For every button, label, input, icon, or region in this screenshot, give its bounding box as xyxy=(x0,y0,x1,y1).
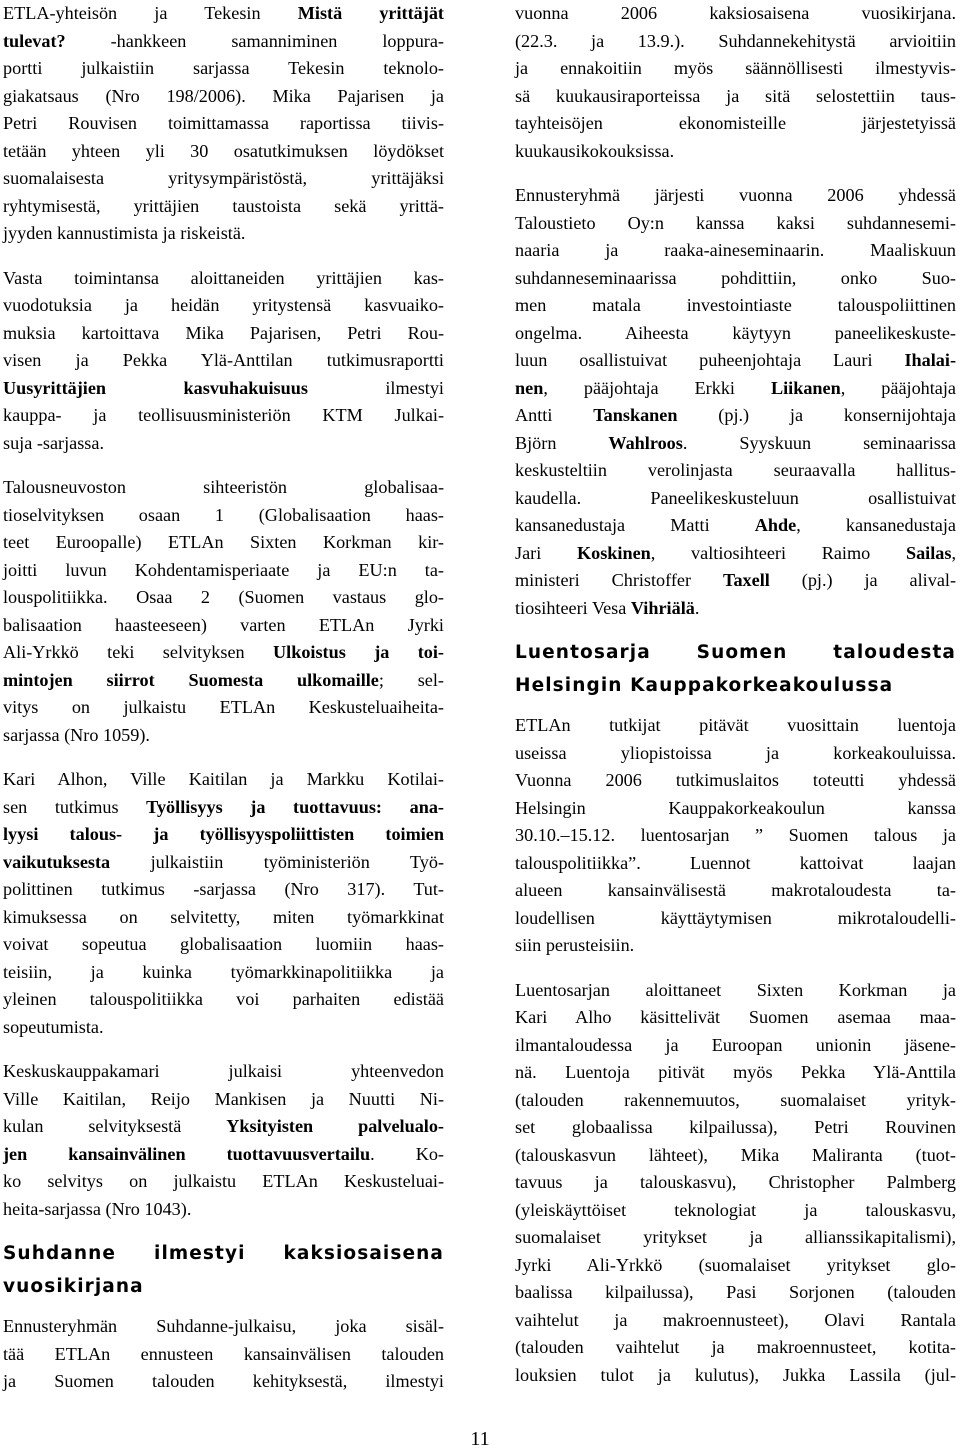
text-line: kauppa- ja teollisuusministeriön KTM Julkai- xyxy=(3,405,444,425)
text-line: tioselvityksen osaan 1 (Globalisaation haas- xyxy=(3,504,444,525)
paragraph xyxy=(515,977,956,1390)
text-line: Talousneuvoston sihteeristön globalisaa- xyxy=(3,477,444,497)
text-line: suja -sarjassa. xyxy=(3,432,105,453)
text-line: ryhtymisestä, yrittäjien taustoista sekä yrittä- xyxy=(3,195,444,216)
section-heading xyxy=(515,637,956,702)
text-line: tetään yhteen yli 30 osatutkimuksen löydökset xyxy=(3,140,444,161)
text-line: voivat sopeutua globalisaation luomiin haas- xyxy=(3,934,444,954)
text-line: men matala investointiaste talouspoliittinen xyxy=(515,295,956,315)
text-line: Ennusteryhmä järjesti vuonna 2006 yhdessä xyxy=(515,185,956,205)
text-line: Ennusteryhmän Suhdanne-julkaisu, joka sisäl- xyxy=(3,1316,444,1336)
text-line: suomalaiset yritykset ja allianssikapitalismi), xyxy=(515,1227,956,1247)
paragraph xyxy=(3,0,444,248)
text-line: louksien tulot ja kulutus), Jukka Lassila (jul- xyxy=(515,1364,956,1385)
text-line: sen tutkimus Työllisyys ja tuottavuus: ana- xyxy=(3,796,444,817)
text-line: ja Suomen talouden kehityksestä, ilmestyi xyxy=(3,1371,444,1391)
text-line: useissa yliopistoissa ja korkeakouluissa. xyxy=(515,742,956,763)
text-line: kulan selvityksestä Yksityisten palvelualo- xyxy=(3,1116,444,1136)
text-line: sä kuukausiraporteissa ja sitä selostettiin taus- xyxy=(515,85,956,106)
text-line: naaria ja raaka-aineseminaarin. Maaliskuun xyxy=(515,240,956,260)
text-line: baalissa kilpailussa), Pasi Sorjonen (talouden xyxy=(515,1282,956,1302)
text-line: (22.3. ja 13.9.). Suhdannekehitystä arvioitiin xyxy=(515,30,956,51)
paragraph xyxy=(3,766,444,1041)
text-line: Vasta toimintansa aloittaneiden yrittäjien kas- xyxy=(3,267,444,288)
paragraph xyxy=(3,474,444,749)
text-line: suomalaisesta yritysympäristöstä, yrittäjäksi xyxy=(3,168,444,188)
text-line: sarjassa (Nro 1059). xyxy=(3,724,150,745)
right-column xyxy=(515,0,956,1389)
text-line: louspolitiikka. Osaa 2 (Suomen vastaus glo- xyxy=(3,587,444,607)
text-line: Ville Kaitilan, Reijo Mankisen ja Nuutti Ni- xyxy=(3,1088,444,1109)
text-line: luun osallistuivat puheenjohtaja Lauri Ihalai- xyxy=(515,350,956,370)
text-line: ministeri Christoffer Taxell (pj.) ja alival- xyxy=(515,570,956,590)
text-line: vuosikirjana xyxy=(3,1275,144,1297)
text-line: tää ETLAn ennusteen kansainvälisen talouden xyxy=(3,1343,444,1364)
text-line: Helsingin Kauppakorkeakoulun kanssa xyxy=(515,797,956,818)
text-line: keskusteltiin verolinjasta seuraavalla hallitus- xyxy=(515,460,956,480)
text-line: vitys on julkaistu ETLAn Keskusteluaiheita- xyxy=(3,697,444,717)
text-line: yleinen talouspolitiikka voi parhaiten edistää xyxy=(3,989,444,1009)
text-line: tulevat? -hankkeen samanniminen loppura- xyxy=(3,30,444,51)
text-line: nen, pääjohtaja Erkki Liikanen, pääjohtaja xyxy=(515,377,957,398)
paragraph xyxy=(3,1313,444,1396)
text-line: kuukausikokouksissa. xyxy=(515,140,675,161)
text-line: tayhteisöjen ekonomisteille järjestetyissä xyxy=(515,113,956,133)
text-line: kansanedustaja Matti Ahde, kansanedustaja xyxy=(515,515,956,535)
text-line: (yleiskäyttöiset teknologiat ja talouskasvu, xyxy=(515,1199,956,1220)
text-line: lyysi talous- ja työllisyyspoliittisten toimien xyxy=(3,824,444,844)
text-line: set globaalissa kilpailussa), Petri Rouvinen xyxy=(515,1117,956,1137)
text-line: Petri Rouvisen toimittamassa raportissa tiivis- xyxy=(3,113,444,133)
text-line: visen ja Pekka Ylä-Anttilan tutkimusraportti xyxy=(3,350,444,370)
text-line: ETLAn tutkijat pitävät vuosittain luentoja xyxy=(515,715,956,735)
paragraph xyxy=(515,712,956,960)
text-line: kaudella. Paneelikeskusteluun osallistuivat xyxy=(515,487,956,508)
text-line: (talouden rakennemuutos, suomalaiset yrityk- xyxy=(515,1089,956,1110)
text-line: teisiin, ja kuinka työmarkkinapolitiikka ja xyxy=(3,961,444,982)
text-line: vaikutuksesta julkaistiin työministeriön Työ- xyxy=(3,851,444,872)
text-line: Kari Alhon, Ville Kaitilan ja Markku Kotilai- xyxy=(3,769,444,789)
text-line: Suhdanne ilmestyi kaksiosaisena xyxy=(3,1243,444,1264)
text-line: (talouskasvun lähteet), Mika Maliranta (tuot- xyxy=(515,1144,956,1165)
text-line: vaihtelut ja makroennusteet), Olavi Rantala xyxy=(515,1309,956,1330)
text-line: ko selvitys on julkaistu ETLAn Keskusteluai- xyxy=(3,1171,444,1191)
text-line: jen kansainvälinen tuottavuusvertailu. Ko- xyxy=(3,1143,444,1164)
text-line: portti julkaistiin sarjassa Tekesin teknolo- xyxy=(3,58,444,78)
text-line: mintojen siirrot Suomesta ulkomaille; sel- xyxy=(3,669,444,690)
paragraph xyxy=(3,1058,444,1223)
text-line: giakatsaus (Nro 198/2006). Mika Pajarisen ja xyxy=(3,85,444,106)
text-line: jyyden kannustimista ja riskeistä. xyxy=(3,223,246,243)
text-line: balisaation haasteeseen) varten ETLAn Jyrki xyxy=(3,614,444,635)
text-line: loudellisen käyttäytymisen mikrotaloudelli- xyxy=(515,907,956,928)
text-line: Jyrki Ali-Yrkkö (suomalaiset yritykset glo- xyxy=(515,1254,956,1275)
section-heading xyxy=(3,1238,444,1303)
text-line: siin perusteisiin. xyxy=(515,935,635,955)
paragraph xyxy=(515,0,956,165)
text-line: Kari Alho käsittelivät Suomen asemaa maa- xyxy=(515,1007,956,1027)
text-line: suhdanneseminaarissa pohdittiin, onko Suo- xyxy=(515,267,956,288)
text-line: tiosihteeri Vesa Vihriälä. xyxy=(515,597,700,618)
text-line: vuonna 2006 kaksiosaisena vuosikirjana. xyxy=(515,3,956,23)
text-line: Taloustieto Oy:n kanssa kaksi suhdannesemi- xyxy=(515,212,956,233)
text-line: ja ennakoitiin myös säännöllisesti ilmestyvis- xyxy=(515,58,956,78)
text-line: teet Euroopalle) ETLAn Sixten Korkman kir- xyxy=(3,532,444,552)
left-column xyxy=(3,0,444,1396)
page-number: 11 xyxy=(470,1428,490,1450)
text-line: Luentosarja Suomen taloudesta xyxy=(515,642,956,663)
text-line: heita-sarjassa (Nro 1043). xyxy=(3,1198,192,1219)
text-line: vuodotuksia ja heidän yritystensä kasvuaiko- xyxy=(3,295,444,315)
text-line: (talouden vaihtelut ja makroennusteet, kotita- xyxy=(515,1337,956,1357)
text-line: Uusyrittäjien kasvuhakuisuus ilmestyi xyxy=(3,377,444,398)
text-line: muksia kartoittava Mika Pajarisen, Petri Rou- xyxy=(3,322,444,343)
text-line: Björn Wahlroos. Syyskuun seminaarissa xyxy=(515,432,956,453)
text-line: polittinen tutkimus -sarjassa (Nro 317). Tut- xyxy=(3,879,444,899)
paragraph xyxy=(3,265,444,458)
text-line: Keskuskauppakamari julkaisi yhteenvedon xyxy=(3,1061,444,1081)
text-line: talouspolitiikka”. Luennot kattoivat laajan xyxy=(515,852,956,873)
text-line: Jari Koskinen, valtiosihteeri Raimo Sailas, xyxy=(515,542,956,563)
paragraph xyxy=(515,182,956,622)
text-line: Ali-Yrkkö teki selvityksen Ulkoistus ja toi- xyxy=(3,642,444,662)
text-line: ilmantaloudessa ja Euroopan unionin jäsene- xyxy=(515,1034,956,1055)
text-line: ETLA-yhteisön ja Tekesin Mistä yrittäjät xyxy=(3,3,444,23)
text-line: tavuus ja talouskasvu), Christopher Palmberg xyxy=(515,1172,956,1192)
text-line: Helsingin Kauppakorkeakoulussa xyxy=(515,674,894,696)
text-line: alueen kansainvälisestä makrotaloudesta ta- xyxy=(515,880,956,900)
text-line: sopeutumista. xyxy=(3,1016,104,1037)
text-line: Vuonna 2006 tutkimuslaitos toteutti yhdessä xyxy=(515,770,956,790)
text-line: 30.10.–15.12. luentosarjan ” Suomen talous ja xyxy=(515,825,956,845)
text-line: Luentosarjan aloittaneet Sixten Korkman ja xyxy=(515,979,956,1000)
text-line: kimuksessa on selvitetty, miten työmarkkinat xyxy=(3,906,444,927)
text-line: Antti Tanskanen (pj.) ja konsernijohtaja xyxy=(515,405,957,425)
text-line: nä. Luentoja pitivät myös Pekka Ylä-Anttila xyxy=(515,1062,956,1082)
text-line: ongelma. Aiheesta käytyyn paneelikeskuste- xyxy=(515,322,956,343)
text-line: joitti luvun Kohdentamisperiaate ja EU:n ta- xyxy=(3,559,444,580)
